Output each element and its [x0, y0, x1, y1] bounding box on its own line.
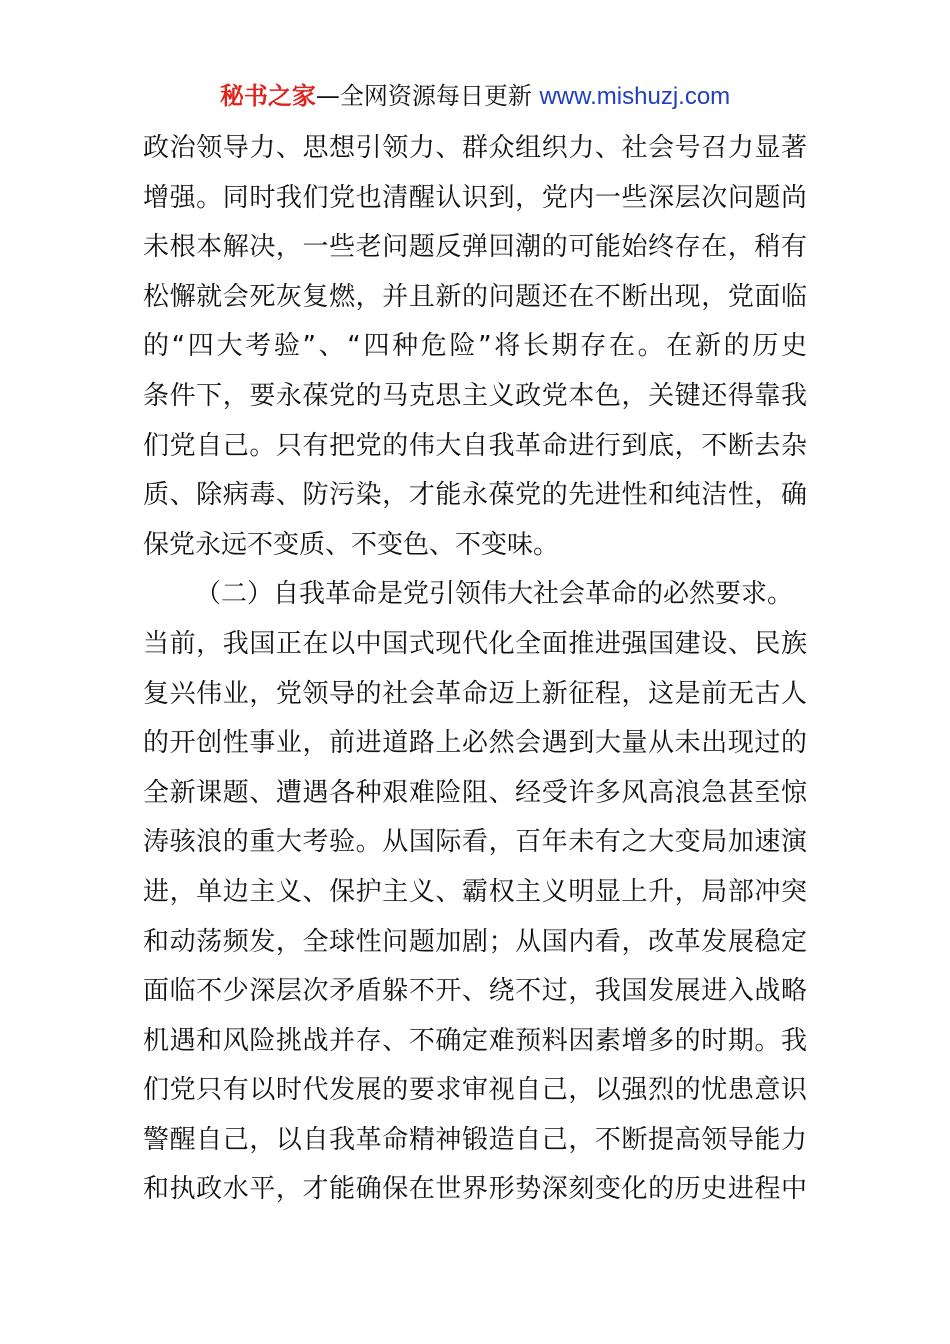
text-line: 和执政水平，才能确保在世界形势深刻变化的历史进程中	[143, 1174, 807, 1205]
text-line: 面临不少深层次矛盾躲不开、绕不过，我国发展进入战略	[143, 976, 807, 1007]
document-body	[143, 124, 807, 1215]
text-line: 们党只有以时代发展的要求审视自己，以强烈的忧患意识	[143, 1075, 807, 1106]
text-line: 警醒自己，以自我革命精神锻造自己，不断提高领导能力	[143, 1124, 807, 1155]
text-line: 进，单边主义、保护主义、霸权主义明显上升，局部冲突	[143, 876, 807, 907]
text-line: 未根本解决，一些老问题反弹回潮的可能始终存在，稍有	[143, 232, 807, 263]
text-line: 松懈就会死灰复燃，并且新的问题还在不断出现，党面临	[143, 281, 807, 312]
text-line: 当前，我国正在以中国式现代化全面推进强国建设、民族	[143, 628, 807, 659]
text-line: 的“四大考验”、“四种危险”将长期存在。在新的历史	[143, 331, 807, 362]
text-line: 全新课题、遭遇各种艰难险阻、经受许多风高浪急甚至惊	[143, 777, 807, 808]
text-line: 机遇和风险挑战并存、不确定难预料因素增多的时期。我	[143, 1025, 807, 1056]
paragraph-end-line: 保党永远不变质、不变色、不变味。	[143, 529, 560, 560]
text-line: 和动荡频发，全球性问题加剧；从国内看，改革发展稳定	[143, 926, 807, 957]
text-line: 增强。同时我们党也清醒认识到，党内一些深层次问题尚	[143, 182, 807, 213]
text-line: 条件下，要永葆党的马克思主义政党本色，关键还得靠我	[143, 380, 807, 411]
text-line: 们党自己。只有把党的伟大自我革命进行到底，不断去杂	[143, 430, 807, 461]
site-header	[0, 80, 950, 113]
site-url[interactable]: www.mishuzj.com	[539, 83, 731, 110]
text-line: 涛骇浪的重大考验。从国际看，百年未有之大变局加速演	[143, 827, 807, 858]
section-heading: （二）自我革命是党引领伟大社会革命的必然要求。	[195, 579, 794, 610]
text-line: 质、除病毒、防污染，才能永葆党的先进性和纯洁性，确	[143, 480, 807, 511]
text-line: 的开创性事业，前进道路上必然会遇到大量从未出现过的	[143, 728, 807, 759]
text-line: 复兴伟业，党领导的社会革命迈上新征程，这是前无古人	[143, 678, 807, 709]
brand-name: 秘书之家	[219, 82, 316, 110]
header-tagline: —全网资源每日更新	[315, 82, 540, 110]
text-line: 政治领导力、思想引领力、群众组织力、社会号召力显著	[143, 133, 807, 163]
